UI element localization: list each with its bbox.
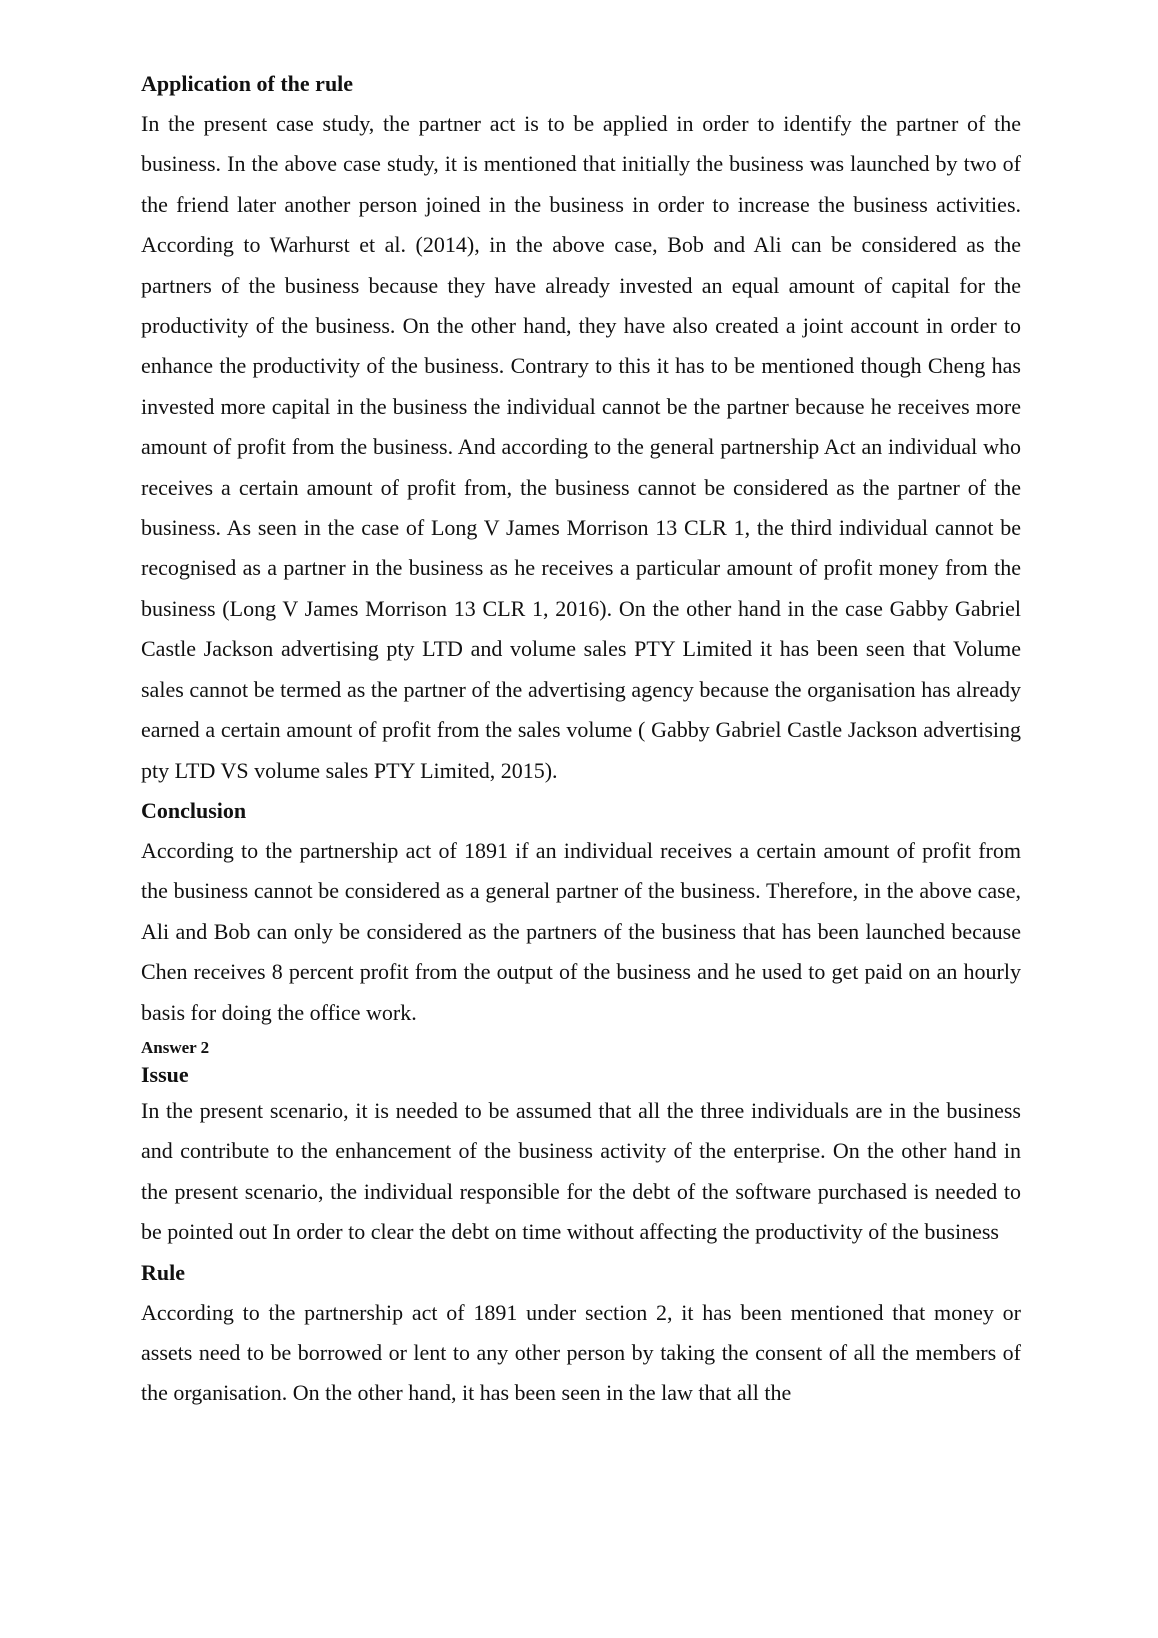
paragraph-conclusion: According to the partnership act of 1891 if an individual receives a certain amount of profit from the business cannot be considered as a general partner of the business. Therefore, in the above case, Ali and Bob can only be considered as the partners of the business that has been launched because Chen receives 8 percent profit from the output of the business and he used to get paid on an hourly basis for doing the office work. [141, 837, 1021, 1025]
paragraph-rule: According to the partnership act of 1891 under section 2, it has been mentioned that money or assets need to be borrowed or lent to any other person by taking the consent of all the members of the organisation. On the other hand, it has been seen in the law that all the [141, 1299, 1021, 1406]
heading-conclusion: Conclusion [141, 797, 247, 823]
document-page [141, 64, 1021, 1414]
heading-application-of-the-rule: Application of the rule [141, 71, 354, 96]
heading-rule: Rule [141, 1259, 185, 1285]
answer-label: Answer 2 [141, 1037, 210, 1057]
heading-issue: Issue [141, 1061, 189, 1087]
paragraph-issue: In the present scenario, it is needed to be assumed that all the three individuals are in the business and contribute to the enhancement of the business activity of the enterprise. On the other hand in the present scenario, the individual responsible for the debt of the software purchased is needed to be pointed out In order to clear the debt on time without affecting the productivity of the business [141, 1097, 1021, 1245]
paragraph-application-of-the-rule: In the present case study, the partner act is to be applied in order to identify the partner of the business. In the above case study, it is mentioned that initially the business was launched by two of the friend later another person joined in the business in order to increase the business activities. According to Warhurst et al. (2014), in the above case, Bob and Ali can be considered as the partners of the business because they have already invested an equal amount of capital for the productivity of the business. On the other hand, they have also created a joint account in order to enhance the productivity of the business. Contrary to this it has to be mentioned though Cheng has invested more capital in the business the individual cannot be the partner because he receives more amount of profit from the business. And according to the general partnership Act an individual who receives a certain amount of profit from, the business cannot be considered as the partner of the business. As seen in the case of Long V James Morrison 13 CLR 1, the third individual cannot be recognised as a partner in the business as he receives a particular amount of profit money from the business (Long V James Morrison 13 CLR 1, 2016). On the other hand in the case Gabby Gabriel Castle Jackson advertising pty LTD and volume sales PTY Limited it has been seen that Volume sales cannot be termed as the partner of the advertising agency because the organisation has already earned a certain amount of profit from the sales volume ( Gabby Gabriel Castle Jackson advertising pty LTD VS volume sales PTY Limited, 2015). [141, 111, 1021, 783]
